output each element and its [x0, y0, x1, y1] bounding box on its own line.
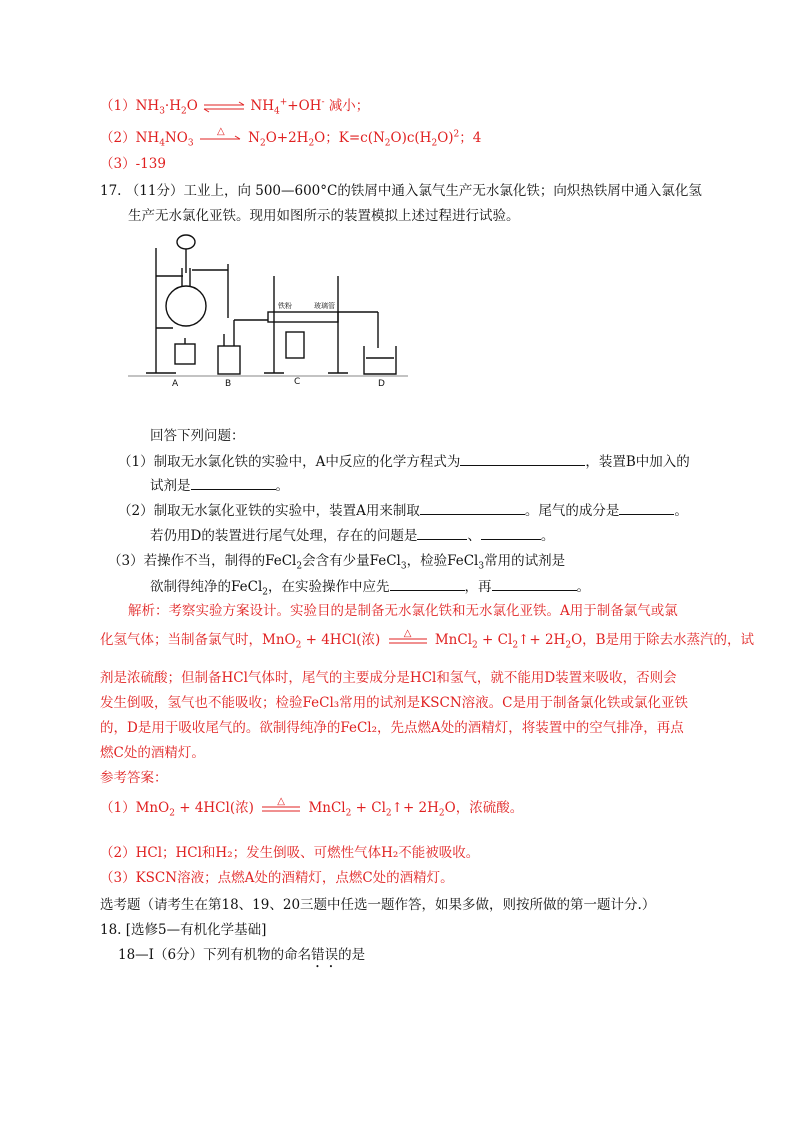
label-d: D — [378, 379, 385, 388]
heat-arrow-icon: △ — [198, 132, 244, 146]
analysis-line-3: 剂是浓硫酸；但制备HCl气体时，尾气的主要成分是HCl和氢气，就不能用D装置来吸收，否则会 — [100, 670, 677, 686]
q17-line-2: 生产无水氯化亚铁。现用如图所示的装置模拟上述过程进行试验。 — [128, 208, 520, 224]
reference-answer-2: （2）HCl；HCl和H₂；发生倒吸、可燃性气体H₂不能被吸收。 — [100, 845, 480, 861]
blank-1b[interactable] — [191, 475, 276, 490]
heat-equals-icon: △ — [277, 795, 285, 807]
label-b: B — [225, 379, 232, 388]
reference-answer-heading: 参考答案： — [100, 770, 168, 786]
analysis-line-1: 解析：考察实验方案设计。实验目的是制备无水氯化铁和无水氯化亚铁。A用于制备氯气或氯 — [128, 603, 678, 619]
elective-instruction: 选考题（请考生在第18、19、20三题中任选一题作答，如果多做，则按所做的第一题计分.） — [100, 897, 656, 913]
q17-line-1: 17. （11分）工业上，向 500—600°C的铁屑中通入氯气生产无水氯化铁；向炽热铁屑中通入氯化氢 — [100, 183, 702, 199]
q17-part2-line1: （2）制取无水氯化亚铁的实验中，装置A用来制取 。尾气的成分是 。 — [118, 500, 688, 521]
blank-2c[interactable] — [417, 525, 467, 540]
blank-3b[interactable] — [492, 576, 577, 591]
blank-3a[interactable] — [390, 576, 465, 591]
reference-answer-3: （3）KSCN溶液；点燃A处的酒精灯，点燃C处的酒精灯。 — [100, 870, 454, 886]
reversible-arrow-icon — [202, 101, 246, 113]
q17-part1-line1: （1）制取无水氯化铁的实验中，A中反应的化学方程式为 ，装置B中加入的 — [118, 451, 690, 472]
heat-equals-icon: △ — [403, 627, 412, 639]
label-a: A — [172, 379, 179, 388]
q17-part3-line2: 欲制得纯净的FeCl$_2$，在实验操作中应先 ，再 。 — [150, 576, 590, 597]
answer-line-2: $(2)NH_4NO_3$ △ $N_2O+2H_2O$；$K=c(N_2O)c(H_2O)^2$；4 — [100, 125, 482, 149]
analysis-line-5: 的，D是用于吸收尾气的。欲制得纯净的FeCl₂，先点燃A处的酒精灯，将装置中的空气排净，再点 — [100, 720, 684, 736]
label-c: C — [294, 377, 301, 387]
analysis-line-2: 化氢气体；当制备氯气时，MnO$_2$ + 4HCl(浓) △ MnCl$_2$ + $Cl_2↑+ 2H_2O$，B是用于除去水蒸汽的，试 — [100, 627, 755, 651]
q17-part2-line2: 若仍用D的装置进行尾气处理，存在的问题是 、 。 — [150, 525, 554, 546]
blank-1a[interactable] — [460, 451, 585, 466]
q18-part1: 18—I（6分）下列有机物的命名错误的是 — [118, 947, 366, 963]
answer-line-1: $(1)NH_3\cdot H_2O$ $NH_4^++OH^-$ 减小； — [100, 97, 370, 117]
blank-2d[interactable] — [481, 525, 541, 540]
reference-answer-1: （1）MnO$_2$ + 4HCl(浓) △ MnCl$_2$ + $Cl_2↑+ 2H_2O$，浓硫酸。 — [100, 795, 524, 819]
q17-part3-line1: （3）若操作不当，制得的FeCl$_2$会含有少量FeCl$_3$，检验FeCl$_3$常用的试剂是 — [108, 553, 566, 572]
blank-2a[interactable] — [420, 500, 525, 515]
q17-prompt: 回答下列问题： — [150, 428, 245, 444]
blank-2b[interactable] — [619, 500, 674, 515]
label-iron: 铁粉 — [278, 302, 292, 310]
q17-part1-line2: 试剂是 。 — [150, 475, 289, 496]
q18-heading: 18. [选修5—有机化学基础] — [100, 922, 267, 938]
answer-line-3: （3）-139 — [100, 156, 166, 172]
analysis-line-6: 燃C处的酒精灯。 — [100, 745, 205, 761]
label-glass: 玻璃管 — [314, 302, 335, 310]
analysis-line-4: 发生倒吸，氢气也不能吸收；检验FeCl₃常用的试剂是KSCN溶液。C是用于制备氯化铁或氯化亚铁 — [100, 695, 688, 711]
apparatus-figure — [128, 228, 408, 388]
